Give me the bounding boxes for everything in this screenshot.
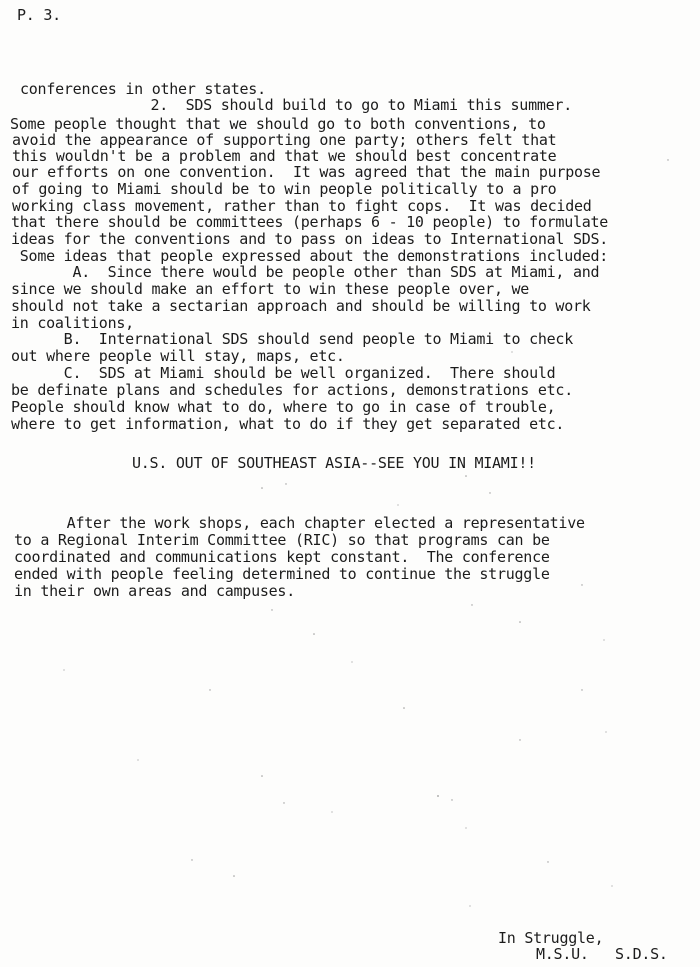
text-line: in coalitions,	[11, 314, 134, 332]
text-line: A. Since there would be people other than SDS at Miami, and	[11, 263, 600, 281]
slogan-heading: U.S. OUT OF SOUTHEAST ASIA--SEE YOU IN MIAMI!!	[132, 454, 536, 472]
text-line: conferences in other states.	[20, 80, 266, 98]
text-line: People should know what to do, where to go in case of trouble,	[11, 398, 556, 416]
text-line: ended with people feeling determined to continue the struggle	[14, 565, 550, 583]
text-line: 2. SDS should build to go to Miami this summer.	[10, 96, 572, 114]
text-line: After the work shops, each chapter elected a representative	[14, 514, 585, 532]
text-line: avoid the appearance of supporting one party; others felt that	[12, 131, 557, 149]
text-line: that there should be committees (perhaps 6 - 10 people) to formulate	[11, 213, 609, 231]
text-line: since we should make an effort to win these people over, we	[11, 280, 530, 298]
text-line: C. SDS at Miami should be well organized. There should	[11, 364, 556, 382]
text-line: B. International SDS should send people to Miami to check	[11, 330, 573, 348]
text-line: in their own areas and campuses.	[14, 582, 295, 600]
text-line: where to get information, what to do if they get separated etc.	[11, 415, 565, 433]
text-line: should not take a sectarian approach and should be willing to work	[11, 297, 591, 315]
text-line: out where people will stay, maps, etc.	[11, 347, 345, 365]
text-line: to a Regional Interim Committee (RIC) so that programs can be	[14, 531, 550, 549]
text-line: of going to Miami should be to win people politically to a pro	[12, 180, 557, 198]
text-line: be definate plans and schedules for actions, demonstrations etc.	[11, 381, 573, 399]
text-line: this wouldn't be a problem and that we should best concentrate	[12, 147, 557, 165]
signature-organization: M.S.U. S.D.S.	[536, 945, 668, 963]
text-line: coordinated and communications kept constant. The conference	[14, 548, 550, 566]
text-line: ideas for the conventions and to pass on ideas to International SDS.	[11, 230, 609, 248]
text-line: our efforts on one convention. It was agreed that the main purpose	[12, 163, 601, 181]
signature-salutation: In Struggle,	[498, 929, 604, 947]
page-number: P. 3.	[17, 6, 61, 24]
text-line: Some ideas that people expressed about the demonstrations included:	[11, 247, 609, 265]
text-line: Some people thought that we should go to both conventions, to	[10, 115, 546, 133]
text-line: working class movement, rather than to fight cops. It was decided	[12, 197, 592, 215]
